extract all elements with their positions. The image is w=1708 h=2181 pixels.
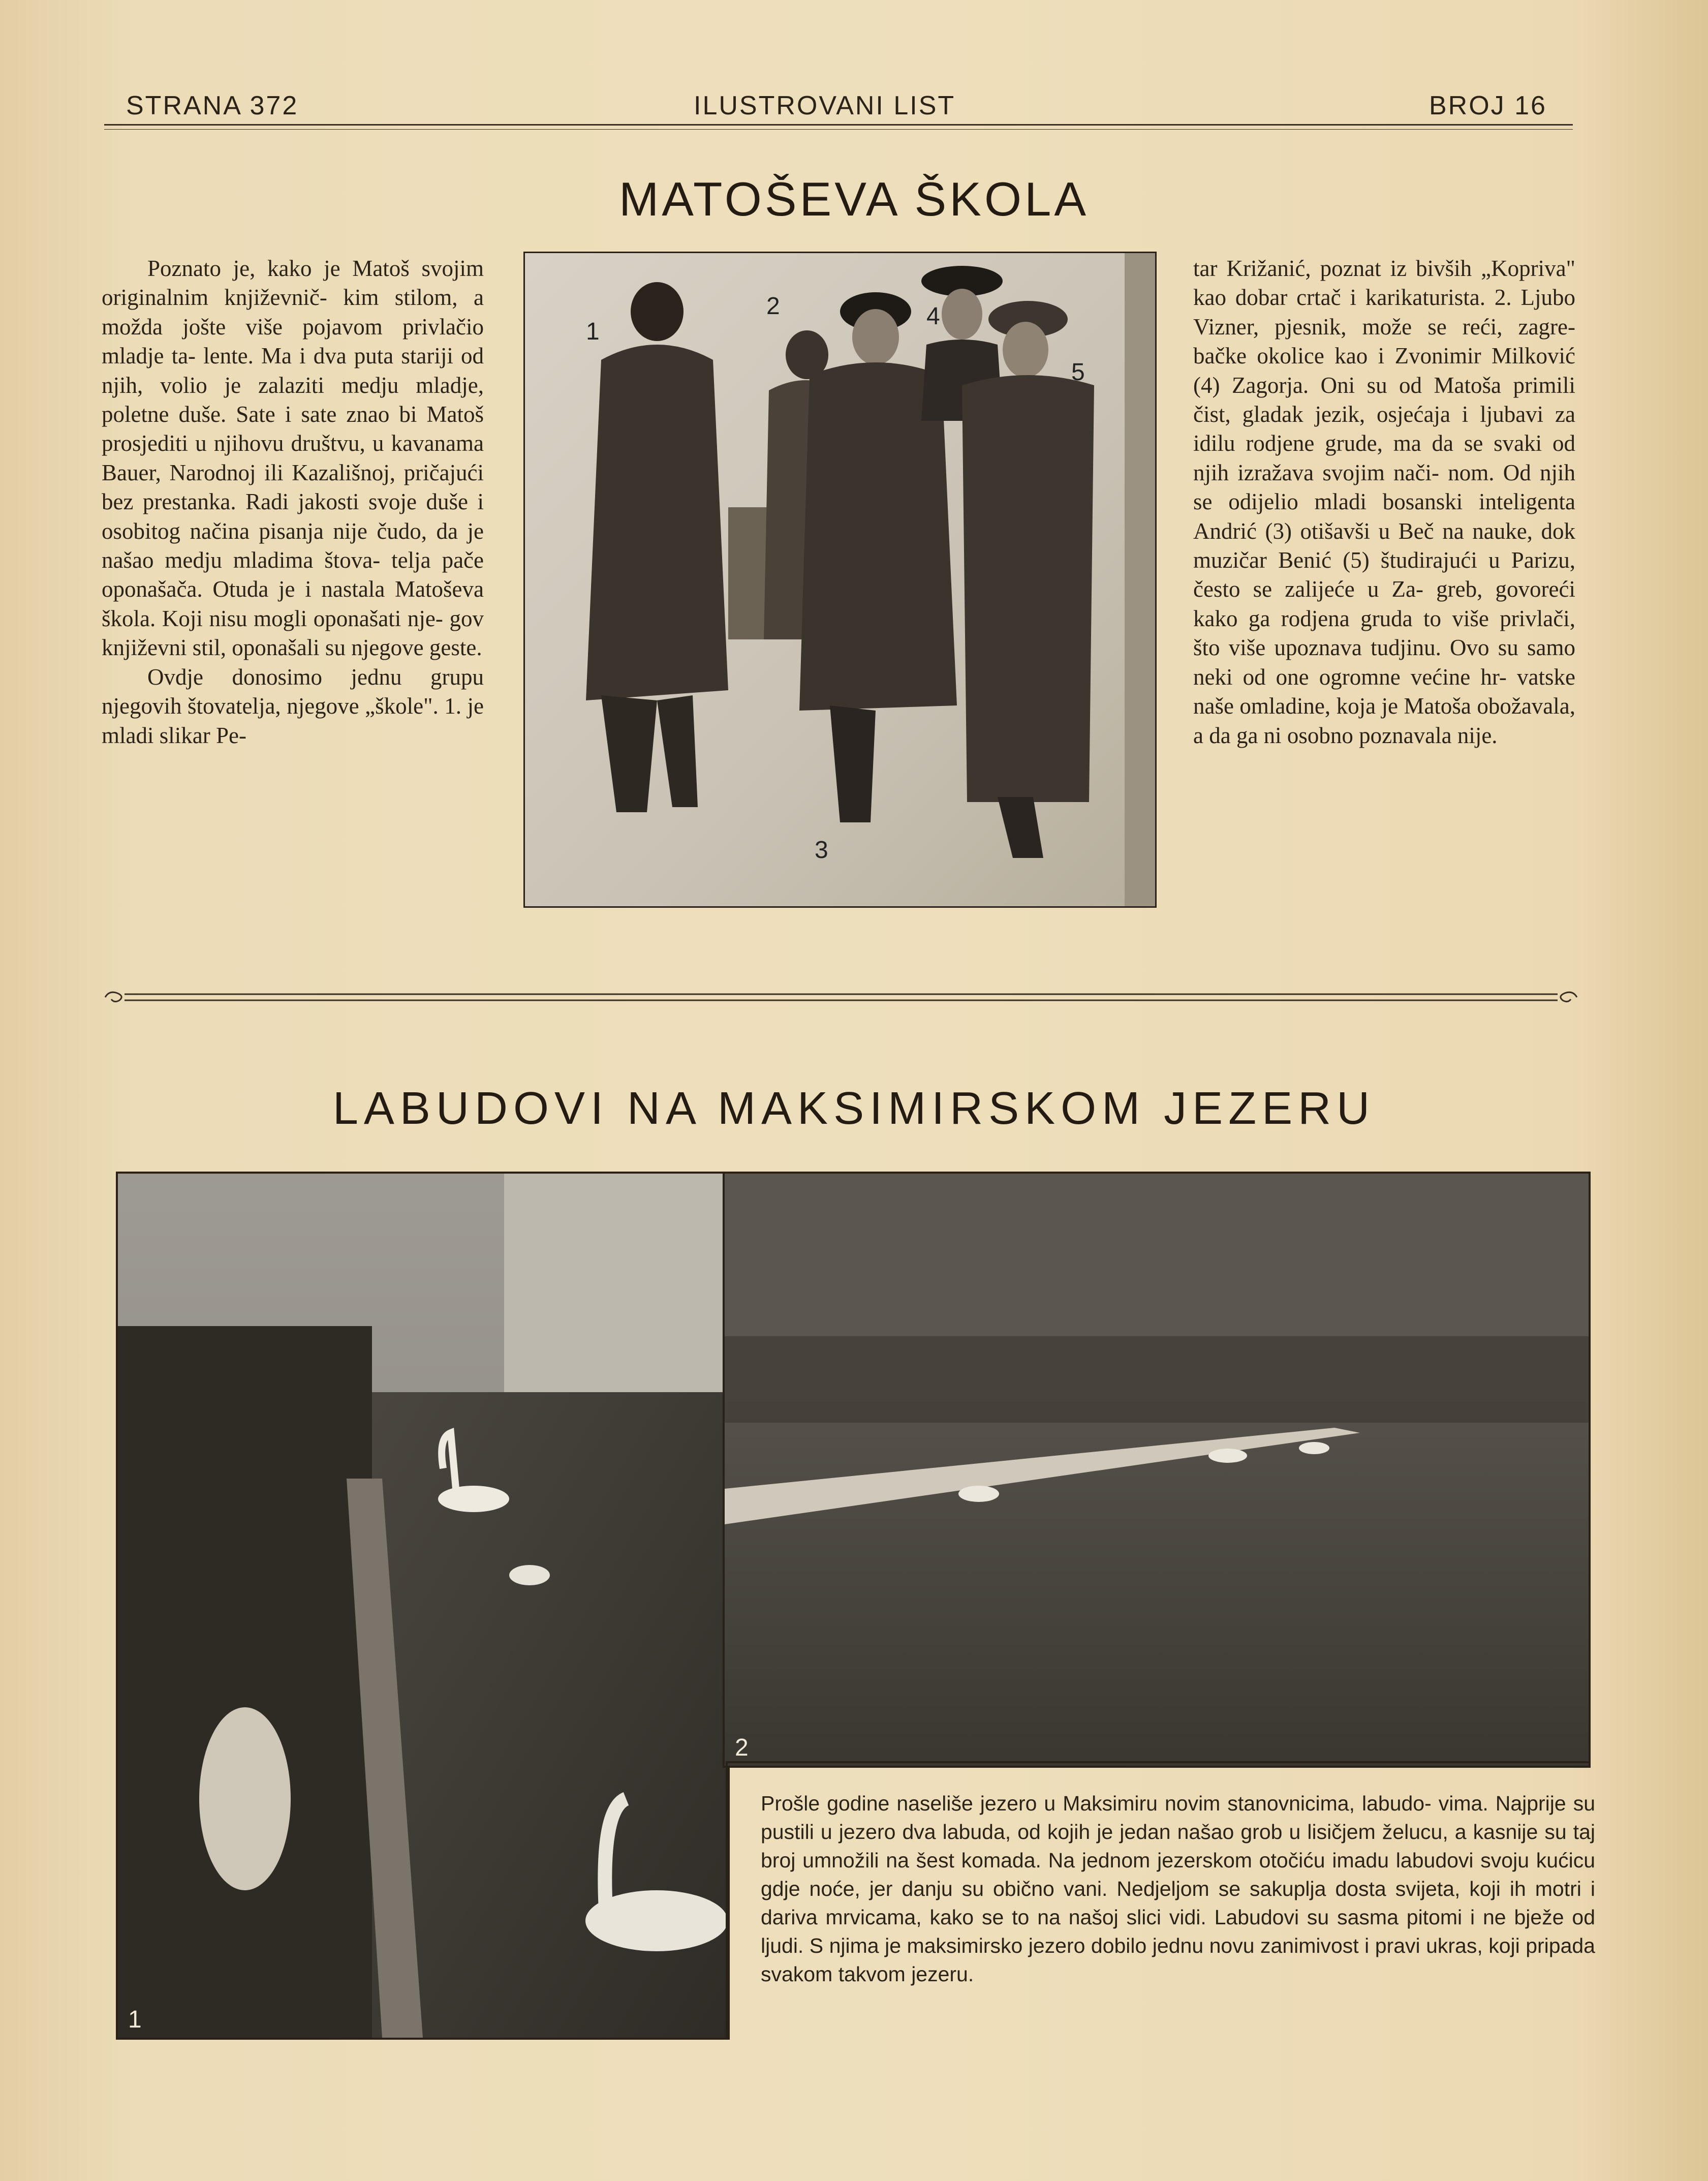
swan-caption-text: Prošle godine naseliše jezero u Maksimiru novim stanovnicima, labudo- vima. Najprije su pustili u jezero dva labuda, od kojih je jedan našao grob u lisičjem želucu, a kasnije su taj broj umnožili na šest komada. Na jednom jezerskom otočiću imadu labudovi svoju kućicu gdje noće, jer danju su obično vani. Nedjeljom se sakuplja dosta svijeta, koji ih motri i dariva mrvicama, kako se to na našoj slici vidi. Labudovi su sasma pitomi i ne bježe od ljudi. S njima je maksimirsko jezero dobilo jednu novu zanimivost i pravi ukras, koji pripada svakom takvom jezeru. <box>761 1792 1595 1986</box>
article-title-matos: MATOŠEVA ŠKOLA <box>618 172 1090 226</box>
header-rule-thin <box>104 129 1573 130</box>
photo-label-5: 5 <box>1071 359 1085 386</box>
page-number: STRANA 372 <box>126 91 299 120</box>
article-title-labudovi: LABUDOVI NA MAKSIMIRSKOM JEZERU <box>332 1083 1376 1134</box>
photo-label-3: 3 <box>815 837 828 864</box>
article1-paragraph-2: Ovdje donosimo jednu grupu njegovih štovatelja, njegove „škole". 1. je mladi slikar Pe- <box>102 664 484 748</box>
photo-label-1: 1 <box>586 318 600 345</box>
swan-photo-1-label: 1 <box>128 2006 142 2033</box>
group-photo <box>523 252 1157 908</box>
ornamental-divider <box>104 988 1578 1006</box>
swan-photo-2 <box>723 1172 1591 1768</box>
publication-name: ILUSTROVANI LIST <box>694 91 956 120</box>
issue-number: BROJ 16 <box>1429 91 1547 120</box>
swan-photo-1 <box>116 1172 730 2040</box>
article1-right-column <box>1193 254 1575 750</box>
swan-caption <box>761 1789 1595 1988</box>
article1-left-column <box>102 254 484 750</box>
photo-label-2: 2 <box>766 293 780 320</box>
article1-paragraph-1: Poznato je, kako je Matoš svojim originalnim književnič- kim stilom, a možda jošte više pojavom privlačio mladje ta- lente. Ma i dva puta stariji od njih, volio je zalaziti medju mladje, poletne duše. Sate i sate znao bi Matoš prosjediti u njihovu društvu, u kavanama Bauer, Narodnoj ili Kazališnoj, pričajući bez prestanka. Radi jakosti svoje duše i osobitog načina pisanja nije čudo, da je našao medju mladima štova- telja pače oponašača. Otuda je i nastala Matoševa škola. Koji nisu mogli oponašati nje- gov književni stil, oponašali su njegove geste. <box>102 256 484 661</box>
header-rule <box>104 124 1573 126</box>
article1-paragraph-3: tar Križanić, poznat iz bivših „Kopriva" kao dobar crtač i karikaturista. 2. Ljubo Vizner, pjesnik, može se reći, zagre- bačke okolice kao i Zvonimir Milković (4) Zagorja. Oni su od Matoša primili čist, gladak jezik, osjećaja i ljubavi za idilu rodjene grude, ma da se svaki od njih izražava svojim nači- nom. Od njih se odijelio mladi bosanski inteligenta Andrić (3) otišavši u Beč na nauke, dok muzičar Benić (5) študirajući u Parizu, često se zalijeće u Za- greb, govoreći kako ga rodjena gruda to više privlači, što više upoznava tudjinu. Ovo su samo neki od one ogromne većine hr- vatske naše omladine, koja je Matoša obožavala, a da ga ni osobno poznavala nije. <box>1193 256 1575 748</box>
swan-photo-2-label: 2 <box>735 1734 749 1761</box>
photo-label-4: 4 <box>926 303 940 330</box>
